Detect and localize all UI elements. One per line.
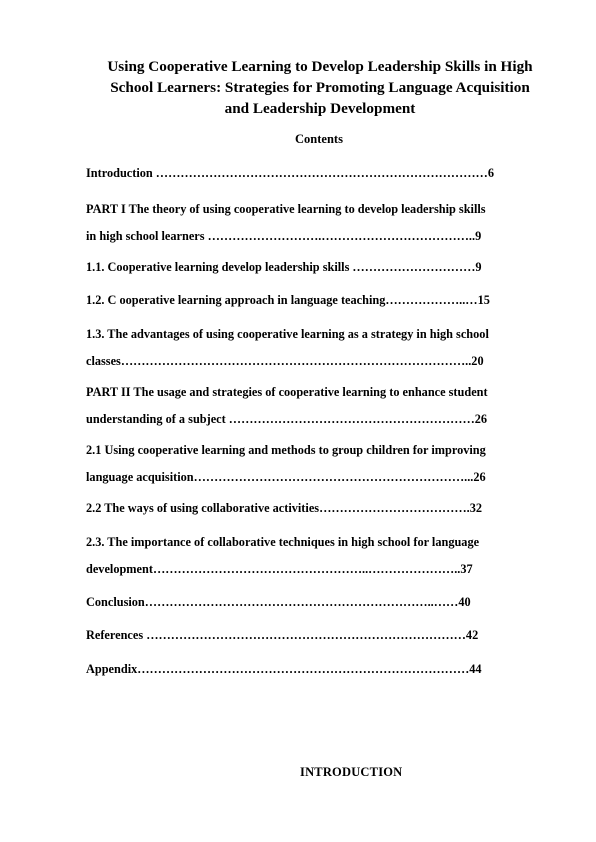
toc-line: 1.2. C ooperative learning approach in language teaching………………..…15 (86, 293, 490, 307)
toc-entry-part-2[interactable] (86, 384, 556, 438)
document-title (80, 56, 560, 119)
toc-entry-part-1[interactable] (86, 201, 556, 255)
toc-line: understanding of a subject ……………………………………………………26 (86, 412, 488, 426)
toc-line: References ……………………………………………………………………42 (86, 628, 479, 642)
toc-line: Introduction ………………………………………………………………………6 (86, 166, 494, 180)
contents-heading: Contents (295, 132, 343, 146)
toc-line: PART I The theory of using cooperative learning to develop leadership skills (86, 202, 486, 216)
toc-line: PART II The usage and strategies of cooperative learning to enhance student (86, 385, 488, 399)
toc-line: 2.3. The importance of collaborative techniques in high school for language (86, 535, 480, 549)
toc-entry-conclusion[interactable] (86, 594, 556, 621)
introduction-heading: INTRODUCTION (300, 765, 403, 779)
toc-line: 2.1 Using cooperative learning and methods to group children for improving (86, 443, 486, 457)
toc-entry-1-1[interactable] (86, 259, 556, 286)
toc-line: 1.3. The advantages of using cooperative learning as a strategy in high school (86, 327, 489, 341)
toc-line: 1.1. Cooperative learning develop leadership skills …………………………9 (86, 260, 482, 274)
toc-entry-appendix[interactable] (86, 661, 556, 688)
toc-entry-references[interactable] (86, 627, 556, 654)
toc-line: classes…………………………………………………………………………..20 (86, 354, 484, 368)
title-line: and Leadership Development (224, 100, 416, 117)
toc-line: development……………………………………………..…………………..37 (86, 562, 473, 576)
toc-entry-2-2[interactable] (86, 500, 556, 527)
toc-line: Appendix………………………………………………………………………44 (86, 662, 482, 676)
title-line: Using Cooperative Learning to Develop Leadership Skills in High (107, 58, 533, 75)
toc-entry-introduction[interactable] (86, 165, 556, 192)
toc-line: language acquisition…………………………………………………………...26 (86, 470, 486, 484)
toc-line: 2.2 The ways of using collaborative activities……………………………….32 (86, 501, 482, 515)
toc-entry-2-3[interactable] (86, 534, 556, 588)
toc-entry-2-1[interactable] (86, 442, 556, 496)
toc-entry-1-3[interactable] (86, 326, 556, 380)
toc-line: in high school learners ……………………….………………………………..9 (86, 229, 482, 243)
toc-line: Conclusion……………………………………………………………..……40 (86, 595, 471, 609)
title-line: School Learners: Strategies for Promoting Language Acquisition (110, 79, 530, 96)
toc-entry-1-2[interactable] (86, 292, 556, 319)
